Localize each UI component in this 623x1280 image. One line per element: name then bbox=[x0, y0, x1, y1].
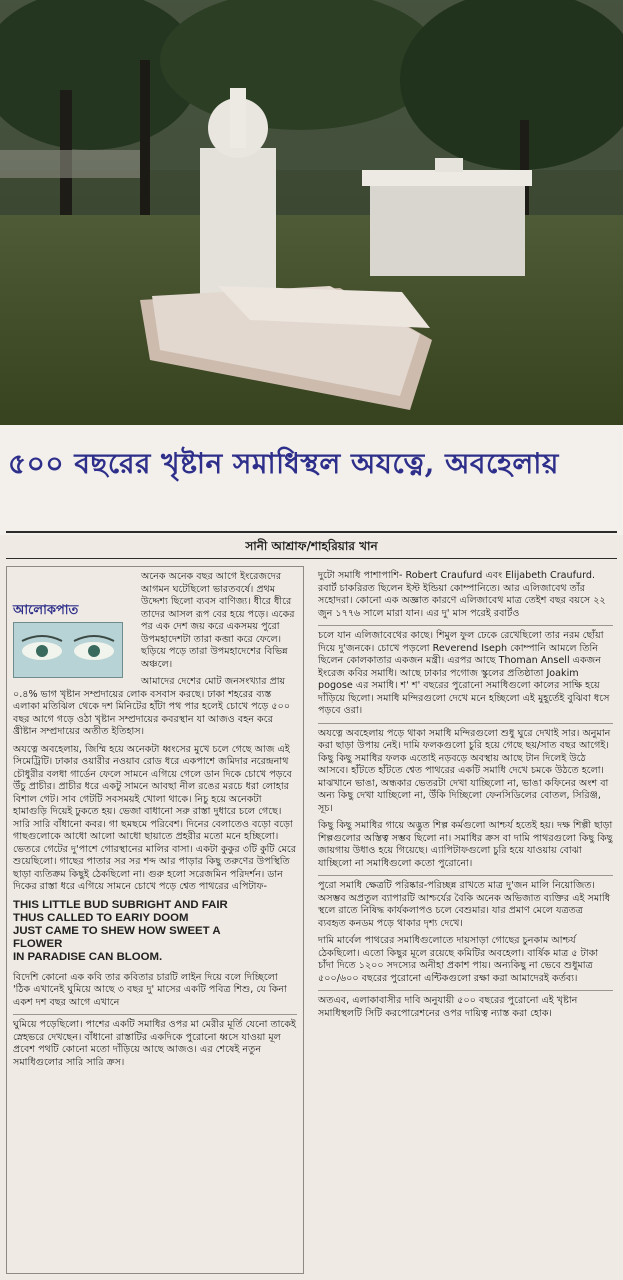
epitaph-line: FLOWER bbox=[13, 937, 63, 950]
right-paragraph-7: অতএব, এলাকাবাসীর দাবি অনুযায়ী ৫০০ বছরের পুরোনো এই খৃষ্টান সমাধিস্থলটি সিটি করপোরেশনের ওপর দায়িত্ব ন্যাস্ত করা হোক। bbox=[318, 990, 613, 1020]
intro-paragraph: অনেক অনেক বছর আগে ইংরেজদের আগমন ঘটেছিলো ভারতবর্ষে। প্রথম উদ্দেশ্য ছিলো ব্যবস বাণিজ্য। ধীরে ধীরে তাদের আসল রূপ বের হয়ে পড়ে। একের পর এক দেশ জয় করে একসময় পুরো উপমহাদেশটা তারা কব্জা করে ফেলে। ছড়িয়ে পড়ে তারা উপমহাদেশের বিভিন্ন অঞ্চলে। bbox=[141, 571, 295, 670]
paragraph-2: অযত্নে অবহেলায়, জিম্মি হয়ে অনেকটা ধ্বংসের মুখে চলে গেছে আজ এই সিমেট্রিটি। ঢাকার ওয়ারীর নওয়াব রোড ধরে একপাশে জমিদার নরেন্দ্রনাথ চৌধুরীর বলধা গার্ডেন ফেলে সামনে এগিয়ে গেলে ডান দিকে চোখে পড়বে উঁচু প্রাচীর। প্রাচীর ধরে একটু সামনে আবছা নীল রঙের মরচে ধরা লোহার বিশাল গেট। সাব গেটটি সবসময়ই খোলা থাকে। নিচু হয়ে অনেকটা হামাগুড়ি দিয়েই ঢুকতে হয়। ভেজা বাধানো সরু রাস্তা দুধারে চলে গেছে। সারি সারি বাঁধানো কবর। গা ছমছমে পরিবেশ। দিনের বেলাতেও বড়ো বড়ো গাছগুলোকে আধো আলো আধো ছায়াতে প্রহরীর মতো মনে হচ্ছিলো। ভেতরে গেটের দু'পাশে গোরস্থানের মালির বাসা। একটা কুকুর ৩টি কুটি মেরে শুয়েছিলো। গাছের পাতার সর সর শব্দ আর পাড়ার কিছু তরুণের উপস্থিতি ছাড়া ব্যতিক্রম কিছুই ঠেকছিলো না। গুরু হলো সরেজমিন পরিদর্শন। ডান দিকের রাস্তা ধরে এগিয়ে সামনে চোখে পড়ে শ্বেত পাথরের এপিটাফ- bbox=[13, 743, 297, 892]
right-paragraph-4: কিছু কিছু সমাধির গায়ে অদ্ভুত শিল্প কর্মগুলো আশ্চর্য হতেই হয়। দক্ষ শিল্পী ছাড়া শিল্পগুলোর অস্তিত্ব সম্ভব ছিলো না। সমাধির ক্রস বা দামি পাথরগুলো কিছু কিছু জায়গায় উধাও হয়ে গিয়েছে। এ্যাপিটাফগুলো চুরি হয়ে যাওয়ায় বোঝা যাচ্ছিলো না সমাধিগুলো কতো পুরোনো। bbox=[318, 820, 613, 869]
byline: সানী আশ্রাফ/শাহরিয়ার খান bbox=[245, 539, 378, 553]
right-paragraph-3: অযত্নে অবহেলায় পড়ে থাকা সমাধি মন্দিরগুলো শুধু ঘুরে দেখাই সার। অনুমান করা ছাড়া উপায় নেই। দামি ফলকগুলো চুরি হয়ে গেছে ছয়/সাত বছর আগেই। কিছু কিছু সমাধির ফলক এতোই নড়বড়ে অবস্থায় আছে টান দিলেই উঠে আসবে। হাঁটতে হাঁটতে শ্বেত পাথরের একটি সমাধি দেখে চমকে উঠতে হলো। মাঝখানে ভাঙা, অন্ধকার ভেতরটা দেখা যাচ্ছিলো না, ভাঙা কফিনের অংশ বা অন্য কিছু দেখা যাচ্ছিলো না, উঁকি দিচ্ছিলো ফেনসিডিলের বোতল, সিরিঞ্জ, সূচ। bbox=[318, 723, 613, 816]
epitaph-line: THIS LITTLE BUD SUBRIGHT AND FAIR bbox=[13, 898, 228, 911]
paragraph-3: বিদেশি কোনো এক কবি তার কবিতার চারটি লাইন দিয়ে বলে দিচ্ছিলো 'ঠিক এখানেই ঘুমিয়ে আছে ৩ বছর দু' মাসের একটি পবিত্র শিশু, যে কিনা একশ দশ বছর আগে এখানে bbox=[13, 971, 287, 1008]
right-paragraph-5: পুরো সমাধি ক্ষেত্রটি পরিষ্কার-পরিচ্ছন্ন রাখতে মাত্র দু'জন মালি নিয়োজিত। অসম্ভব অপ্রতুল ব্যাপারটি আশ্চর্যের বৈকি অনেক অভিজাত ব্যক্তির এই সমাধি স্থলে রাতে নিষিদ্ধ কার্যকলাপও চলে বেশুমার। যার প্রমাণ মেলে যত্রতত্র ব্যবহৃত কনডম পড়ে থাকার দৃশ্য দেখে। bbox=[318, 875, 613, 930]
epitaph bbox=[13, 899, 297, 964]
eyes-illustration bbox=[13, 622, 123, 678]
section-label: আলোকপাত bbox=[13, 603, 79, 618]
right-paragraph-6: দামি মার্বেল পাথরের সমাধিগুলোতে দায়সাড়া গোছের চুনকাম আশ্চর্য ঠেকছিলো। এতো কিছুর মূলে রয়েছে কমিটির অবহেলা। বার্ষিক মাত্র ৫ টাকা চাঁদা দিতে ১২০০ সদস্যের অনীহা প্রকাশ পায়। অন্যকিছু না ভেবে শুধুমাত্র ৫০০/৬০০ বছরের পুরোনো এন্টিকগুলো রক্ষা করা আমাদেরই কর্তব্য। bbox=[318, 935, 599, 984]
epitaph-line: THUS CALLED TO EARIY DOOM bbox=[13, 911, 189, 924]
byline-rule bbox=[6, 558, 617, 559]
right-column bbox=[314, 566, 617, 1274]
paragraph-1: আমাদের দেশের মোট জনসংখ্যার প্রায় ০.৪% ভাগ খৃষ্টান সম্প্রদায়ের লোক বসবাস করছে। ঢাকা শহরের ব্যস্ত এলাকা মতিঝিল থেকে দশ মিনিটের হাঁটা পথ পার হলেই চোখে পড়ে ৫০০ বছর আগে গড়ে ওঠা খৃষ্টান সম্প্রদায়ের কবরস্থান যা আজও বহন করে খ্রীষ্টান সম্প্রদায়ের অতীত ইতিহাস। bbox=[13, 676, 291, 737]
epitaph-line: JUST CAME TO SHEW HOW SWEET A bbox=[13, 924, 221, 937]
cemetery-photo bbox=[0, 0, 623, 425]
left-column bbox=[6, 566, 304, 1274]
headline-area bbox=[0, 425, 623, 535]
right-paragraph-2: চলে যান এলিজাবেথের কাছে। শিমুল ফুল ঢেকে রেখেছিলো তার নরম ছোঁয়া দিয়ে দু'জনকে। চোখে পড়লো Reverend Iseph কোম্পানি আমলে তিনি ছিলেন কোলকাতার একজন মন্ত্রী। এরপর আছে Thoman Ansell একজন ইংরেজ কবির সমাধি। আছে ঢাকার পগোজ স্কুলের প্রতিষ্ঠাতা Joakim pogose এর সমাধি। শ' শ' বছরের পুরোনো সমাধিগুলো কালের সাক্ষি হয়ে দাঁড়িয়ে ছিলো। সমাধি মন্দিরগুলো দেখে মনে হচ্ছিলো এই মুহূর্তেই বুঝিবা ধসে পড়বে ওরা। bbox=[318, 625, 613, 718]
epitaph-line: IN PARADISE CAN BLOOM. bbox=[13, 950, 163, 963]
paragraph-4: ঘুমিয়ে পড়েছিলো। পাশের একটি সমাধির ওপর মা মেরীর মূর্তি যেনো তাকেই স্নেহভরে দেখছেন। বাঁধানো রাস্তাটির একদিকে পুরোনো ধ্বসে যাওয়া মূল প্রবেশ পথটি কোনো মতো দাঁড়িয়ে আছে আজও। এর শেষেই নতুন সমাধিগুলোর সারি সারি ক্রস। bbox=[13, 1014, 297, 1069]
section-box bbox=[13, 605, 133, 678]
headline-rule bbox=[6, 531, 617, 533]
right-paragraph-1: দুটো সমাধি পাশাপাশি- Robert Craufurd এবং Elijabeth Craufurd. রবার্ট চাকরিরত ছিলেন ইস্ট ইন্ডিয়া কোম্পানিতে। আর এলিজাবেথ তাঁর সহোদরা। কোনো এক অজ্ঞাত কারণে এলিজাবেথ মাত্র তেইশ বছর বয়সে ২২ জুন ১৭৭৬ সালে মারা যান। এর দু' মাস পরেই রবার্টও bbox=[318, 570, 606, 619]
cemetery-photo-illustration bbox=[0, 0, 623, 425]
headline: ৫০০ বছরের খৃষ্টান সমাধিস্থল অযত্নে, অবহেলায় bbox=[8, 447, 559, 480]
